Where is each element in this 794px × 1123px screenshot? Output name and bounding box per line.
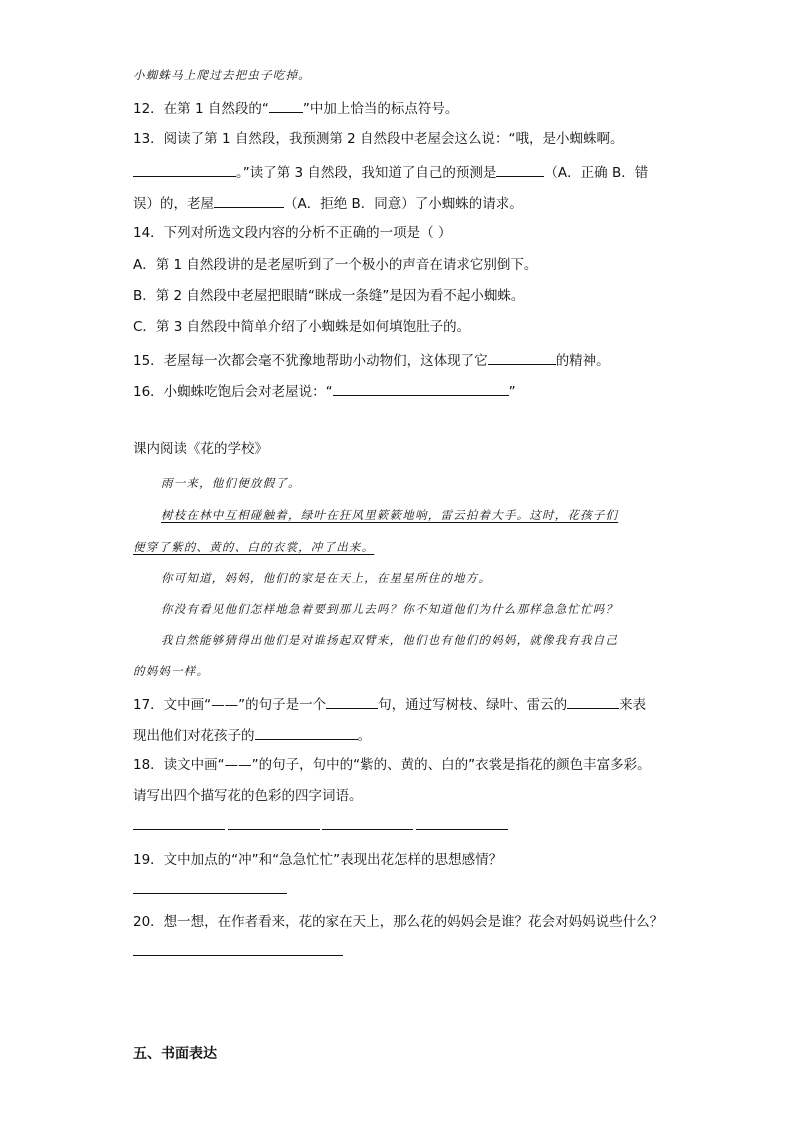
question-18-line1: 18．读文中画“——”的句子，句中的“紫的、黄的、白的”衣裳是指花的颜色丰富多彩。 (133, 757, 651, 773)
question-20: 20．想一想，在作者看来，花的家在天上，那么花的妈妈会是谁？花会对妈妈说些什么？ (133, 914, 664, 930)
q13-line3-pre: 误）的，老屋 (133, 196, 214, 212)
q16-suffix: ” (508, 384, 516, 400)
passage-line-1: 雨一来，他们便放假了。 (161, 476, 301, 490)
passage-line-4: 你可知道，妈妈，他们的家是在天上，在星星所住的地方。 (161, 571, 492, 585)
q13-line3-post: （A．拒绝 B．同意）了小蜘蛛的请求。 (284, 196, 523, 212)
passage-line-3: 便穿了紫的、黄的、白的衣裳，冲了出来。 (133, 540, 375, 554)
question-12 (133, 98, 458, 118)
q15-suffix: 的精神。 (555, 353, 610, 369)
q14-option-c[interactable]: C．第 3 自然段中简单介绍了小蜘蛛是如何填饱肚子的。 (133, 319, 471, 335)
section-heading-written-expression: 五、书面表达 (133, 1046, 217, 1062)
question-19: 19．文中加点的“冲”和“急急忙忙”表现出花怎样的思想感情？ (133, 852, 503, 868)
q17-part-c: 来表 (619, 697, 647, 713)
passage-line-6: 我自然能够猜得出他们是对谁扬起双臂来，他们也有他们的妈妈，就像我有我自己 (161, 633, 619, 647)
q18-answer-blank-1[interactable] (133, 829, 225, 830)
q17-feeling-blank[interactable] (255, 725, 358, 740)
passage-line-2: 树枝在林中互相碰触着，绿叶在狂风里簌簌地响，雷云拍着大手。这时，花孩子们 (161, 508, 619, 522)
q12-prefix: 12．在第 1 自然段的“ (133, 101, 269, 117)
q17-part-e: 。 (357, 728, 371, 744)
q17-part-d: 现出他们对花孩子的 (133, 728, 255, 744)
question-18-line2: 请写出四个描写花的色彩的四字词语。 (133, 788, 363, 804)
q18-answer-blank-3[interactable] (322, 829, 413, 830)
q15-prefix: 15．老屋每一次都会毫不犹豫地帮助小动物们，这体现了它 (133, 353, 488, 369)
question-13-line2 (133, 162, 648, 182)
q14-option-a[interactable]: A．第 1 自然段讲的是老屋听到了一个极小的声音在请求它别倒下。 (133, 257, 538, 273)
q16-prefix: 16．小蜘蛛吃饱后会对老屋说：“ (133, 384, 333, 400)
q17-part-a: 17．文中画“——”的句子是一个 (133, 697, 327, 713)
q12-suffix: ”中加上恰当的标点符号。 (302, 101, 459, 117)
question-15 (133, 350, 610, 370)
question-17-line2 (133, 725, 371, 745)
q13-line2-end: （A．正确 B．错 (544, 165, 649, 181)
question-16 (133, 381, 516, 401)
q13-prediction-blank[interactable] (133, 162, 236, 177)
q17-technique-blank[interactable] (567, 694, 619, 709)
q18-answer-blank-4[interactable] (416, 829, 508, 830)
passage-heading: 课内阅读《花的学校》 (133, 441, 268, 457)
q17-sentence-type-blank[interactable] (326, 694, 378, 709)
q12-blank[interactable] (269, 98, 303, 113)
passage-line-7: 的妈妈一样。 (133, 664, 210, 678)
q16-blank[interactable] (333, 381, 509, 396)
question-13-line3 (133, 193, 523, 213)
q14-option-b[interactable]: B．第 2 自然段中老屋把眼睛“眯成一条缝”是因为看不起小蜘蛛。 (133, 288, 525, 304)
q17-part-b: 句，通过写树枝、绿叶、雷云的 (378, 697, 568, 713)
q20-answer-blank[interactable] (133, 955, 343, 956)
passage-tail-line: 小蜘蛛马上爬过去把虫子吃掉。 (133, 68, 311, 82)
q15-blank[interactable] (488, 350, 556, 365)
q18-answer-blank-2[interactable] (228, 829, 320, 830)
q13-accept-blank[interactable] (214, 193, 284, 208)
q13-line2-mid: 。”读了第 3 自然段，我知道了自己的预测是 (236, 165, 497, 181)
q19-answer-blank[interactable] (133, 893, 287, 894)
question-14: 14．下列对所选文段内容的分析不正确的一项是（ ） (133, 225, 452, 241)
question-17-line1 (133, 694, 646, 714)
question-13-line1: 13．阅读了第 1 自然段，我预测第 2 自然段中老屋会这么说：“哦，是小蜘蛛啊。 (133, 131, 624, 147)
passage-line-5: 你没有看见他们怎样地急着要到那儿去吗？你不知道他们为什么那样急急忙忙吗？ (161, 602, 619, 616)
q13-correct-blank[interactable] (496, 162, 544, 177)
